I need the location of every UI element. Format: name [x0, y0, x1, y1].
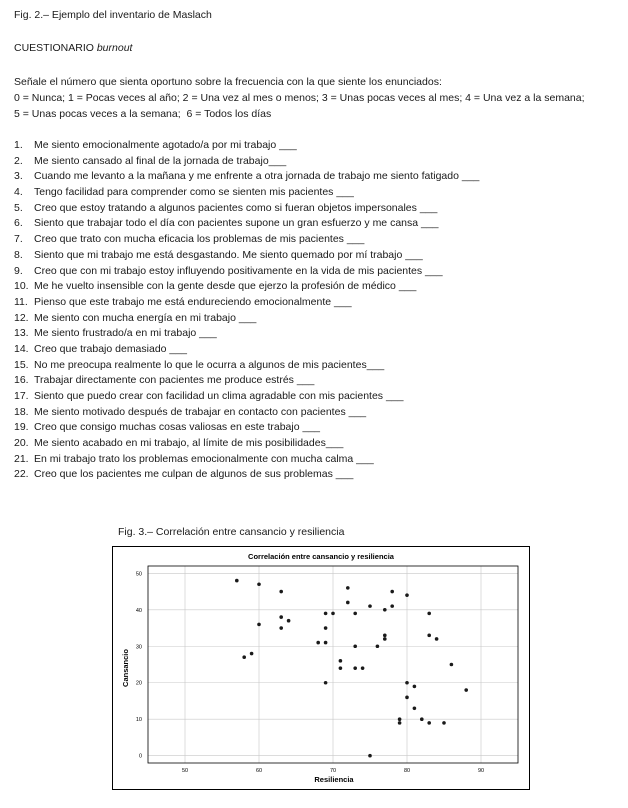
- questionnaire-item: [14, 420, 479, 436]
- data-point: [464, 688, 468, 692]
- item-text: Me siento frustrado/a en mi trabajo ___: [34, 327, 217, 340]
- item-number: 16.: [14, 374, 29, 387]
- item-text: Pienso que este trabajo me está endureciendo emocionalmente ___: [34, 295, 352, 308]
- data-point: [353, 644, 357, 648]
- item-text: Creo que con mi trabajo estoy influyendo positivamente en la vida de mis pacientes ___: [34, 264, 443, 277]
- instructions: [14, 74, 585, 122]
- data-point: [316, 641, 320, 645]
- questionnaire-item: [14, 264, 479, 280]
- y-tick-label: 40: [135, 607, 142, 614]
- figure-2-caption: Fig. 2.– Ejemplo del inventario de Maslach: [14, 9, 212, 21]
- item-number: 7.: [14, 233, 23, 246]
- data-point: [368, 754, 372, 758]
- y-tick-label: 50: [135, 571, 142, 578]
- item-number: 17.: [14, 390, 29, 402]
- item-text: Siento que puedo crear con facilidad un clima agradable con mis pacientes ___: [34, 390, 404, 402]
- questionnaire-item: [14, 326, 479, 342]
- item-text: Creo que los pacientes me culpan de algunos de sus problemas ___: [34, 468, 354, 481]
- questionnaire-item: [14, 248, 479, 264]
- questionnaire-item: [14, 311, 479, 327]
- x-tick-label: 90: [477, 768, 485, 774]
- data-point: [368, 604, 372, 608]
- item-text: Tengo facilidad para comprender como se sienten mis pacientes ___: [34, 186, 354, 199]
- data-point: [383, 637, 387, 641]
- y-tick-label: 0: [138, 753, 142, 760]
- data-point: [339, 666, 343, 670]
- data-point: [361, 666, 365, 670]
- item-number: 2.: [14, 154, 23, 167]
- item-text: Creo que trato con mucha eficacia los problemas de mis pacientes ___: [34, 233, 365, 246]
- data-point: [279, 590, 283, 594]
- item-number: 3.: [14, 170, 23, 183]
- item-number: 4.: [14, 186, 23, 199]
- item-number: 8.: [14, 248, 23, 261]
- questionnaire-item: [14, 201, 479, 217]
- item-number: 18.: [14, 405, 29, 418]
- item-text: Trabajar directamente con pacientes me produce estrés ___: [34, 374, 315, 387]
- instruction-line: Señale el número que sienta oportuno sobre la frecuencia con la que siente los enunciados:: [14, 76, 442, 88]
- item-text: Siento que mi trabajo me está desgastando. Me siento quemado por mí trabajo ___: [34, 248, 423, 261]
- item-number: 19.: [14, 421, 29, 434]
- questionnaire-item: [14, 185, 479, 201]
- questionnaire-item: [14, 154, 479, 170]
- data-point: [346, 586, 350, 590]
- questionnaire-item: [14, 279, 479, 295]
- item-text: Me siento emocionalmente agotado/a por mi trabajo ___: [34, 139, 297, 151]
- item-text: Me siento con mucha energía en mi trabajo ___: [34, 311, 257, 324]
- questionnaire-item: [14, 342, 479, 358]
- item-number: 12.: [14, 311, 29, 324]
- questionnaire-item: [14, 373, 479, 389]
- data-point: [346, 601, 350, 605]
- data-point: [398, 717, 402, 721]
- item-text: Me he vuelto insensible con la gente desde que ejerzo la profesión de médico ___: [34, 280, 417, 293]
- item-text: Creo que trabajo demasiado ___: [34, 342, 187, 355]
- instruction-line: 0 = Nunca; 1 = Pocas veces al año; 2 = Una vez al mes o menos; 3 = Unas pocas veces al mes; 4 = Una vez a la semana;: [14, 92, 585, 104]
- item-number: 9.: [14, 264, 23, 277]
- item-number: 20.: [14, 437, 29, 450]
- questionnaire-title: [14, 42, 132, 54]
- questionnaire-item: [14, 452, 479, 468]
- questionnaire-title-plain: CUESTIONARIO: [14, 42, 97, 54]
- data-point: [405, 593, 409, 597]
- data-point: [257, 623, 261, 627]
- questionnaire-item: [14, 169, 479, 185]
- y-tick-label: 30: [135, 644, 142, 651]
- figure-3-caption: Fig. 3.– Correlación entre cansancio y resiliencia: [118, 526, 345, 538]
- item-text: Creo que estoy tratando a algunos pacientes como si fueran objetos impersonales ___: [34, 201, 438, 214]
- data-point: [450, 663, 454, 667]
- data-point: [287, 619, 291, 623]
- data-point: [390, 590, 394, 594]
- data-point: [427, 612, 431, 616]
- questionnaire-item: [14, 389, 479, 405]
- x-axis-label: Resiliencia: [314, 775, 354, 784]
- data-point: [353, 612, 357, 616]
- y-tick-label: 20: [135, 680, 142, 687]
- questionnaire-item: [14, 232, 479, 248]
- data-point: [390, 604, 394, 608]
- item-number: 10.: [14, 280, 29, 293]
- questionnaire-item: [14, 138, 479, 154]
- item-number: 6.: [14, 217, 23, 230]
- data-point: [420, 717, 424, 721]
- questionnaire-item: [14, 216, 479, 232]
- questionnaire-item: [14, 467, 479, 483]
- data-point: [376, 644, 380, 648]
- data-point: [383, 634, 387, 638]
- data-point: [435, 637, 439, 641]
- chart-outer-frame: [113, 547, 530, 790]
- item-text: En mi trabajo trato los problemas emocionalmente con mucha calma ___: [34, 452, 374, 465]
- questionnaire-item: [14, 436, 479, 452]
- data-point: [413, 706, 417, 710]
- questionnaire-title-italic: burnout: [96, 42, 133, 54]
- item-text: Cuando me levanto a la mañana y me enfrente a otra jornada de trabajo me siento fatigado ___: [34, 170, 480, 183]
- instruction-line: 5 = Unas pocas veces a la semana; 6 = Todos los días: [14, 108, 272, 120]
- item-text: Me siento acabado en mi trabajo, al límite de mis posibilidades___: [34, 437, 344, 450]
- item-number: 21.: [14, 452, 29, 465]
- item-number: 15.: [14, 358, 29, 371]
- data-point: [235, 579, 239, 583]
- data-point: [413, 685, 417, 689]
- x-tick-label: 70: [329, 768, 337, 774]
- data-point: [279, 626, 283, 630]
- item-text: No me preocupa realmente lo que le ocurra a algunos de mis pacientes___: [34, 358, 385, 371]
- questionnaire-item: [14, 295, 479, 311]
- x-tick-label: 60: [255, 768, 263, 774]
- questionnaire-items: [14, 138, 479, 483]
- questionnaire-item: [14, 405, 479, 421]
- item-number: 13.: [14, 327, 29, 340]
- y-tick-label: 10: [135, 717, 142, 724]
- data-point: [331, 612, 335, 616]
- data-point: [353, 666, 357, 670]
- x-tick-label: 80: [403, 768, 411, 774]
- chart-title: Correlación entre cansancio y resiliencia: [248, 552, 394, 561]
- data-point: [279, 615, 283, 619]
- data-point: [427, 721, 431, 725]
- data-point: [405, 681, 409, 685]
- item-number: 1.: [14, 139, 23, 151]
- data-point: [324, 641, 328, 645]
- chart-svg: [112, 546, 530, 790]
- item-number: 14.: [14, 342, 29, 355]
- scatter-chart: [112, 546, 530, 790]
- item-number: 5.: [14, 201, 23, 214]
- item-number: 11.: [14, 295, 28, 308]
- data-point: [324, 626, 328, 630]
- data-point: [383, 608, 387, 612]
- item-number: 22.: [14, 468, 29, 481]
- data-point: [339, 659, 343, 663]
- x-tick-label: 50: [181, 768, 189, 774]
- data-point: [442, 721, 446, 725]
- data-point: [257, 582, 261, 586]
- item-text: Me siento motivado después de trabajar en contacto con pacientes ___: [34, 405, 367, 418]
- data-point: [324, 612, 328, 616]
- questionnaire-item: [14, 358, 479, 374]
- data-point: [250, 652, 254, 656]
- item-text: Creo que consigo muchas cosas valiosas en este trabajo ___: [34, 421, 321, 434]
- data-point: [324, 681, 328, 685]
- y-axis-label: Cansancio: [121, 649, 130, 687]
- item-text: Siento que trabajar todo el día con pacientes supone un gran esfuerzo y me cansa ___: [34, 217, 439, 230]
- data-point: [405, 696, 409, 700]
- item-text: Me siento cansado al final de la jornada de trabajo___: [34, 154, 287, 167]
- data-point: [242, 655, 246, 659]
- data-point: [398, 721, 402, 725]
- data-point: [427, 634, 431, 638]
